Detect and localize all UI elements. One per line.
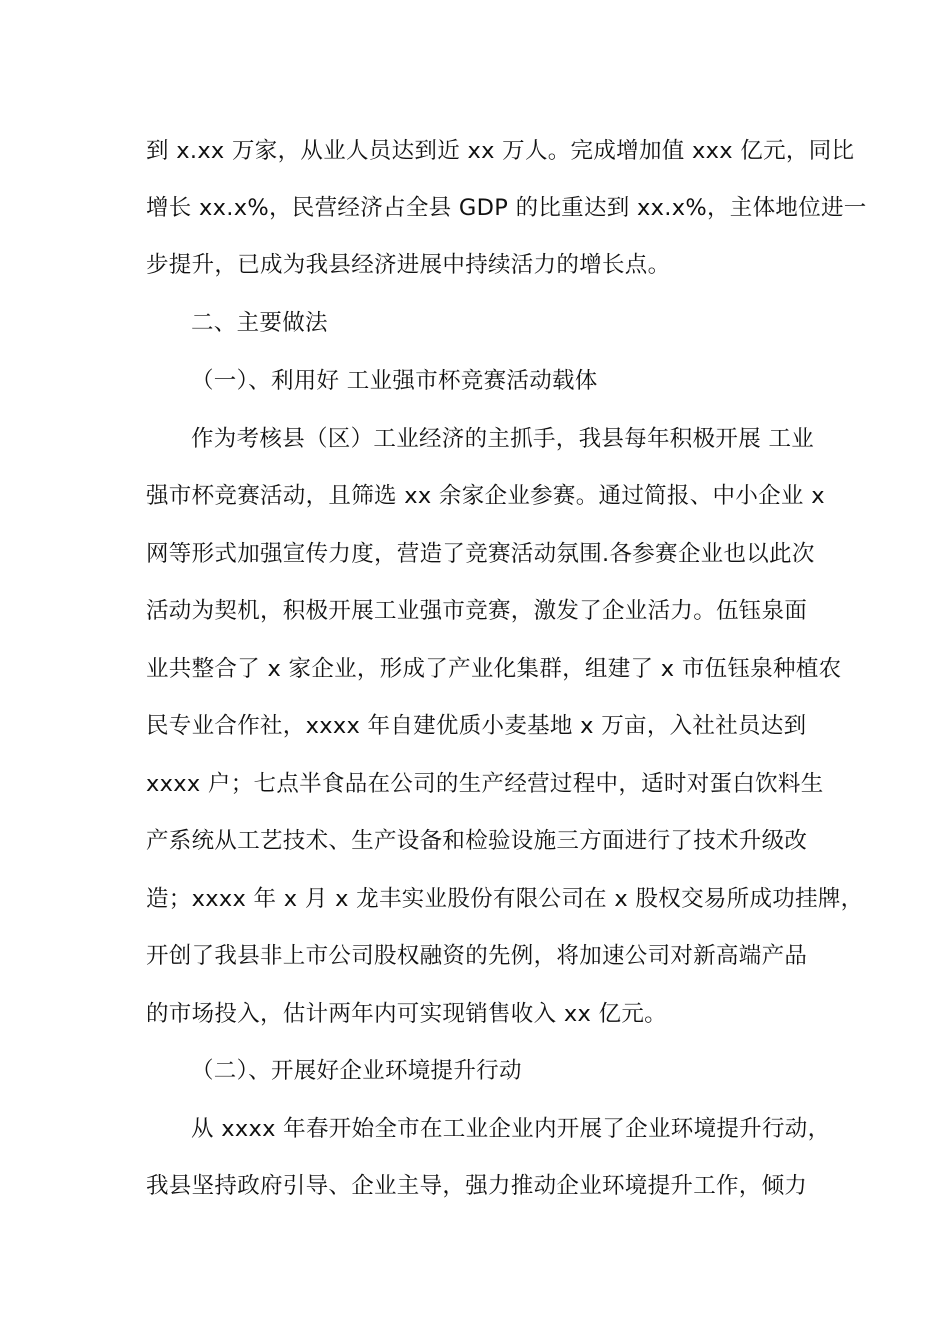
text-line: 到 x.xx 万家，从业人员达到近 xx 万人。完成增加值 xxx 亿元，同比 (146, 138, 855, 164)
text-line: 我县坚持政府引导、企业主导，强力推动企业环境提升工作，倾力 (146, 1173, 808, 1199)
text-line: 活动为契机，积极开展工业强市竞赛，激发了企业活力。伍钰泉面 (146, 598, 808, 624)
text-line: 民专业合作社，xxxx 年自建优质小麦基地 x 万亩，入社社员达到 (146, 713, 807, 739)
text-line: 业共整合了 x 家企业，形成了产业化集群，组建了 x 市伍钰泉种植农 (146, 656, 842, 682)
subsection-heading: （一）、利用好 工业强市杯竞赛活动载体 (191, 368, 598, 394)
text-line: 增长 xx.x%，民营经济占全县 GDP 的比重达到 xx.x%，主体地位进一 (146, 195, 867, 221)
text-line: 强市杯竞赛活动，且筛选 xx 余家企业参赛。通过简报、中小企业 x (146, 483, 825, 509)
text-line: 步提升，已成为我县经济进展中持续活力的增长点。 (146, 252, 671, 278)
text-line: xxxx 户；七点半食品在公司的生产经营过程中，适时对蛋白饮料生 (146, 771, 824, 797)
text-line: 作为考核县（区）工业经济的主抓手，我县每年积极开展 工业 (191, 426, 815, 452)
text-line: 开创了我县非上市公司股权融资的先例，将加速公司对新高端产品 (146, 943, 808, 969)
text-line: 产系统从工艺技术、生产设备和检验设施三方面进行了技术升级改 (146, 828, 808, 854)
text-line: 从 xxxx 年春开始全市在工业企业内开展了企业环境提升行动， (191, 1116, 831, 1142)
section-heading: 二、主要做法 (191, 310, 328, 336)
text-line: 造；xxxx 年 x 月 x 龙丰实业股份有限公司在 x 股权交易所成功挂牌， (146, 886, 864, 912)
subsection-heading: （二）、开展好企业环境提升行动 (191, 1058, 522, 1084)
text-line: 的市场投入，估计两年内可实现销售收入 xx 亿元。 (146, 1001, 667, 1027)
text-line: 网等形式加强宣传力度，营造了竞赛活动氛围.各参赛企业也以此次 (146, 541, 815, 567)
